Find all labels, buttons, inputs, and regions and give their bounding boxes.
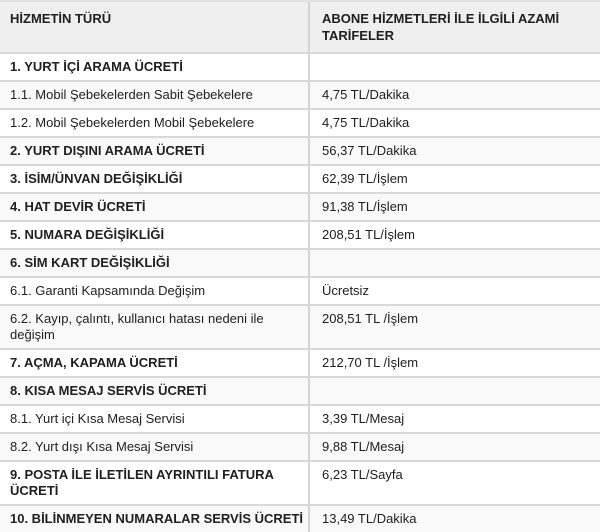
table-row (0, 221, 600, 249)
tariff-cell (309, 53, 600, 81)
table-row (0, 193, 600, 221)
column-header-max-tariffs: ABONE HİZMETLERİ İLE İLGİLİ AZAMİ TARİFELER (309, 1, 600, 53)
service-cell: 10. BİLİNMEYEN NUMARALAR SERVİS ÜCRETİ (0, 505, 309, 532)
service-cell: 6.2. Kayıp, çalıntı, kullanıcı hatası nedeni ile değişim (0, 305, 309, 349)
service-cell: 1.1. Mobil Şebekelerden Sabit Şebekelere (0, 81, 309, 109)
table-body (0, 53, 600, 532)
tariff-cell: 62,39 TL/İşlem (309, 165, 600, 193)
tariff-cell: Ücretsiz (309, 277, 600, 305)
service-cell: 9. POSTA İLE İLETİLEN AYRINTILI FATURA ÜCRETİ (0, 461, 309, 505)
tariff-cell (309, 377, 600, 405)
table-row (0, 277, 600, 305)
tariff-cell: 208,51 TL /İşlem (309, 305, 600, 349)
table-row (0, 505, 600, 532)
tariff-cell: 208,51 TL/İşlem (309, 221, 600, 249)
table-row (0, 81, 600, 109)
column-header-service-type: HİZMETİN TÜRÜ (0, 1, 309, 53)
table-row (0, 305, 600, 349)
tariff-cell: 4,75 TL/Dakika (309, 81, 600, 109)
service-cell: 1.2. Mobil Şebekelerden Mobil Şebekelere (0, 109, 309, 137)
tariff-cell: 9,88 TL/Mesaj (309, 433, 600, 461)
table-row (0, 377, 600, 405)
tariff-cell: 3,39 TL/Mesaj (309, 405, 600, 433)
table-row (0, 433, 600, 461)
tariff-cell: 56,37 TL/Dakika (309, 137, 600, 165)
service-cell: 6. SİM KART DEĞİŞİKLİĞİ (0, 249, 309, 277)
tariff-cell: 6,23 TL/Sayfa (309, 461, 600, 505)
service-cell: 8.1. Yurt içi Kısa Mesaj Servisi (0, 405, 309, 433)
tariff-cell: 212,70 TL /İşlem (309, 349, 600, 377)
service-cell: 4. HAT DEVİR ÜCRETİ (0, 193, 309, 221)
service-cell: 1. YURT İÇİ ARAMA ÜCRETİ (0, 53, 309, 81)
service-cell: 7. AÇMA, KAPAMA ÜCRETİ (0, 349, 309, 377)
table-row (0, 137, 600, 165)
tariff-cell (309, 249, 600, 277)
tariff-cell: 4,75 TL/Dakika (309, 109, 600, 137)
service-cell: 8. KISA MESAJ SERVİS ÜCRETİ (0, 377, 309, 405)
table-row (0, 461, 600, 505)
service-cell: 5. NUMARA DEĞİŞİKLİĞİ (0, 221, 309, 249)
service-cell: 8.2. Yurt dışı Kısa Mesaj Servisi (0, 433, 309, 461)
table-row (0, 249, 600, 277)
service-cell: 2. YURT DIŞINI ARAMA ÜCRETİ (0, 137, 309, 165)
table-row (0, 405, 600, 433)
table-row (0, 53, 600, 81)
service-cell: 3. İSİM/ÜNVAN DEĞİŞİKLİĞİ (0, 165, 309, 193)
table-header (0, 1, 600, 53)
tariff-cell: 91,38 TL/İşlem (309, 193, 600, 221)
service-cell: 6.1. Garanti Kapsamında Değişim (0, 277, 309, 305)
header-row (0, 1, 600, 53)
tariff-cell: 13,49 TL/Dakika (309, 505, 600, 532)
table-row (0, 109, 600, 137)
table-row (0, 165, 600, 193)
table-row (0, 349, 600, 377)
